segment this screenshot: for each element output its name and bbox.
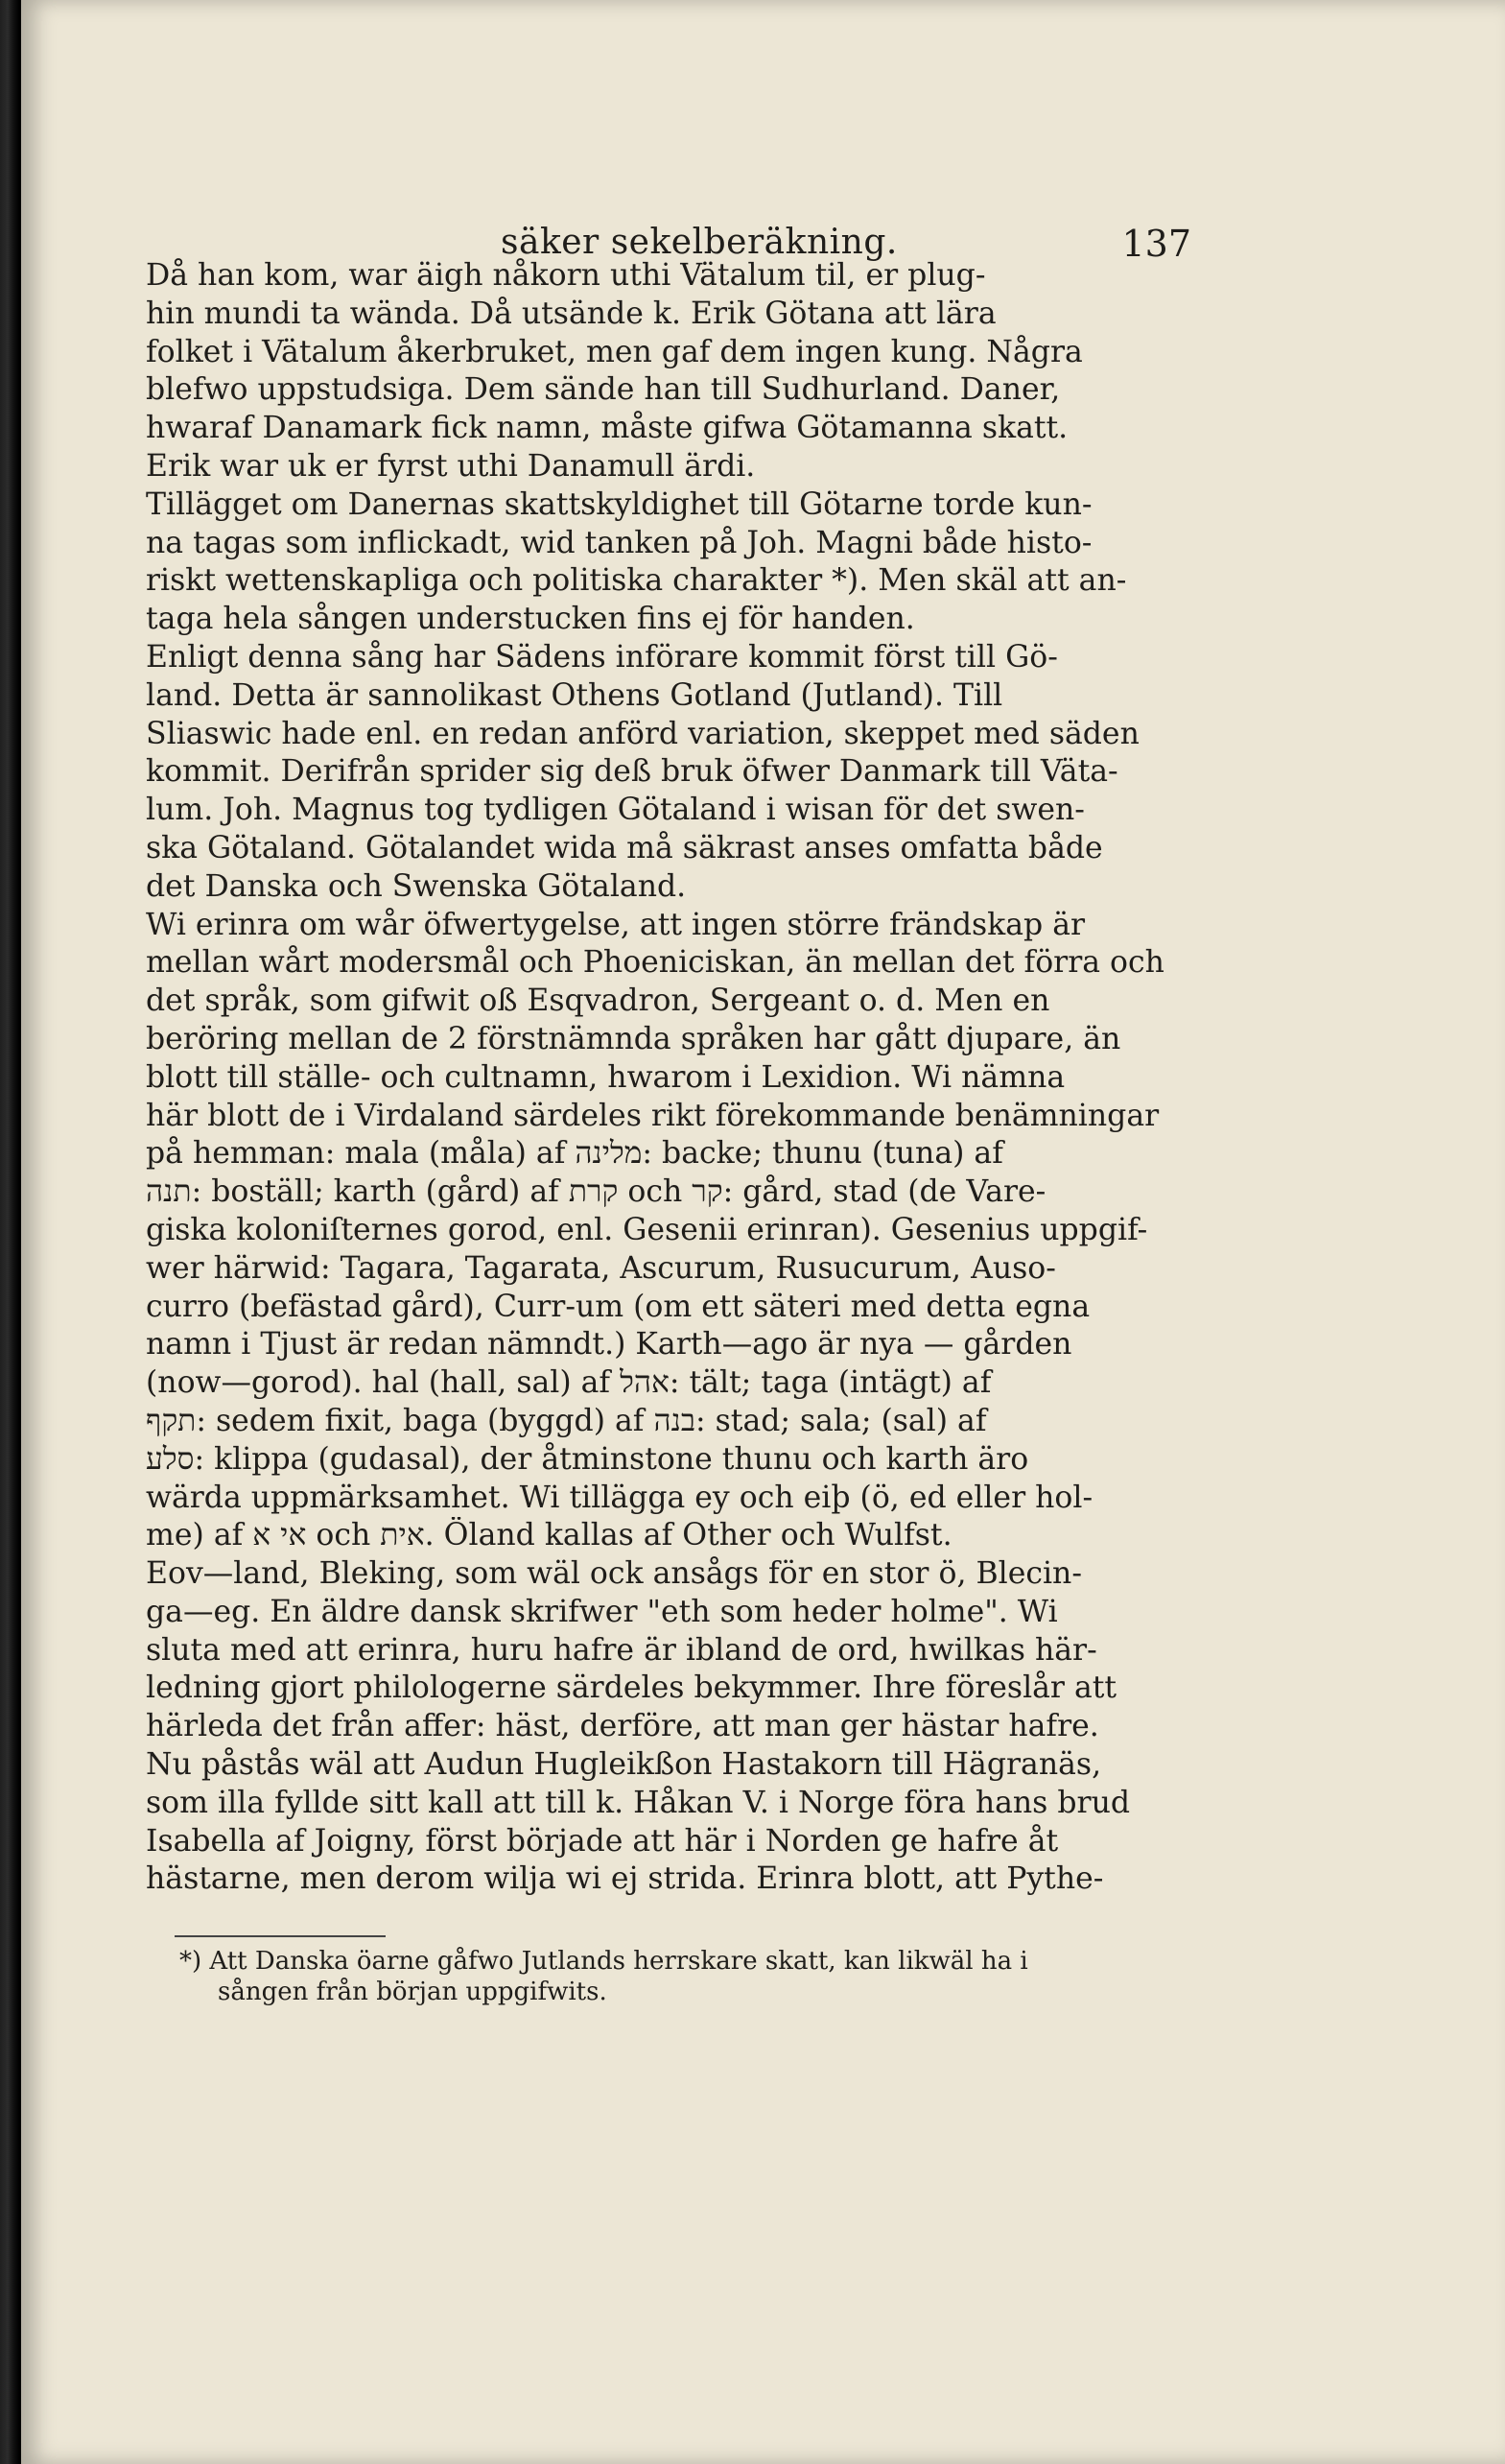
text-line: סלע: klippa (gudasal), der åtminstone thunu och karth äro [146,1441,1029,1477]
text-line: riskt wettenskapliga och politiska charakter *). Men skäl att an- [146,563,1127,599]
text-line: namn i Tjust är redan nämndt.) Karth—ago är nya — gården [146,1327,1072,1362]
text-line: beröring mellan de 2 förstnämnda språken har gått djupare, än [146,1021,1121,1056]
text-line: på hemman: mala (måla) af מלינה: backe; thunu (tuna) af [146,1136,1003,1172]
text-line: blefwo uppstudsiga. Dem sände han till Sudhurland. Daner, [146,372,1061,408]
page-header-title: säker sekelberäkning. [501,223,898,262]
text-line: Tillägget om Danernas skattskyldighet till Götarne torde kun- [146,486,1093,522]
text-line: ledning gjort philologerne särdeles bekymmer. Ihre föreslår att [146,1670,1117,1706]
text-line: me) af אי א och אית. Öland kallas af Other och Wulfst. [146,1518,952,1553]
text-line: som illa fyllde sitt kall att till k. Håkan V. i Norge föra hans brud [146,1785,1131,1820]
text-line: Nu påstås wäl att Audun Hugleikßon Hastakorn till Hägranäs, [146,1747,1102,1783]
text-line: תנה: boställ; karth (gård) af קרת och קר: gård, stad (de Vare- [146,1174,1046,1210]
text-line: na tagas som inflickadt, wid tanken på Joh. Magni både histo- [146,525,1093,560]
text-line: giska koloniſternes gorod, enl. Gesenii erinran). Gesenius uppgif- [146,1212,1148,1247]
text-line: Wi erinra om wår öfwertygelse, att ingen större frändskap är [146,907,1086,942]
footnote-line: sången från början uppgifwits. [218,1978,607,2006]
text-line: Eov—land, Bleking, som wäl ock ansågs för en stor ö, Blecin- [146,1556,1082,1592]
text-line: det Danska och Swenska Götaland. [146,868,687,904]
text-line: Sliaswic hade enl. en redan anförd variation, skeppet med säden [146,716,1140,751]
footnote [179,1946,1235,2007]
text-line: kommit. Derifrån sprider sig deß bruk öfwer Danmark till Väta- [146,754,1118,790]
text-line: Isabella af Joigny, först började att här i Norden ge hafre åt [146,1823,1059,1859]
text-line: blott till ställe- och cultnamn, hwarom i Lexidion. Wi nämna [146,1059,1066,1095]
text-line: mellan wårt modersmål och Phoeniciskan, än mellan det förra och [146,945,1164,981]
text-line: hwaraf Danamark fick namn, måste gifwa Götamanna skatt. [146,411,1069,446]
text-line: Enligt denna sång har Sädens införare kommit först till Gö- [146,639,1058,675]
text-line: ga—eg. En äldre dansk skrifwer "eth som heder holme". Wi [146,1594,1058,1629]
page-number: 137 [1121,223,1191,265]
text-line: curro (befästad gård), Curr-um (om ett säteri med detta egna [146,1289,1091,1324]
text-line: hin mundi ta wända. Då utsände k. Erik Götana att lära [146,296,997,331]
text-line: här blott de i Virdaland särdeles rikt förekommande benämningar [146,1098,1160,1133]
text-line: taga hela sången understucken fins ej för handen. [146,602,915,637]
text-line: wärda uppmärksamhet. Wi tillägga ey och eiþ (ö, ed eller hol- [146,1480,1093,1515]
text-line: תקף: sedem fixit, baga (byggd) af בנה: stad; sala; (sal) af [146,1403,987,1438]
text-line: lum. Joh. Magnus tog tydligen Götaland i wisan för det swen- [146,793,1085,828]
text-line: land. Detta är sannolikast Othens Gotland (Jutland). Till [146,677,1003,713]
body-text [146,257,1230,1899]
footnote-line: *) Att Danska öarne gåfwo Jutlands herrskare skatt, kan likwäl ha i [179,1947,1028,1976]
text-line: (now—gorod). hal (hall, sal) af אהל: tält; taga (intägt) af [146,1365,992,1401]
text-line: folket i Vätalum åkerbruket, men gaf dem ingen kung. Några [146,334,1083,369]
text-line: Erik war uk er fyrst uthi Danamull ärdi. [146,448,756,484]
book-page [21,0,1505,2464]
footnote-rule [175,1935,386,1937]
text-line: härleda det från affer: häst, derföre, att man ger hästar hafre. [146,1709,1099,1744]
text-line: Då han kom, war äigh nåkorn uthi Vätalum til, er plug- [146,258,986,293]
text-line: ska Götaland. Götalandet wida må säkrast anses omfatta både [146,830,1103,865]
text-line: wer härwid: Tagara, Tagarata, Ascurum, Rusucurum, Auso- [146,1250,1056,1286]
text-line: hästarne, men derom wilja wi ej strida. Erinra blott, att Pythe- [146,1861,1104,1897]
text-line: sluta med att erinra, huru hafre är ibland de ord, hwilkas här- [146,1632,1097,1668]
text-line: det språk, som gifwit oß Esqvadron, Sergeant o. d. Men en [146,983,1050,1019]
